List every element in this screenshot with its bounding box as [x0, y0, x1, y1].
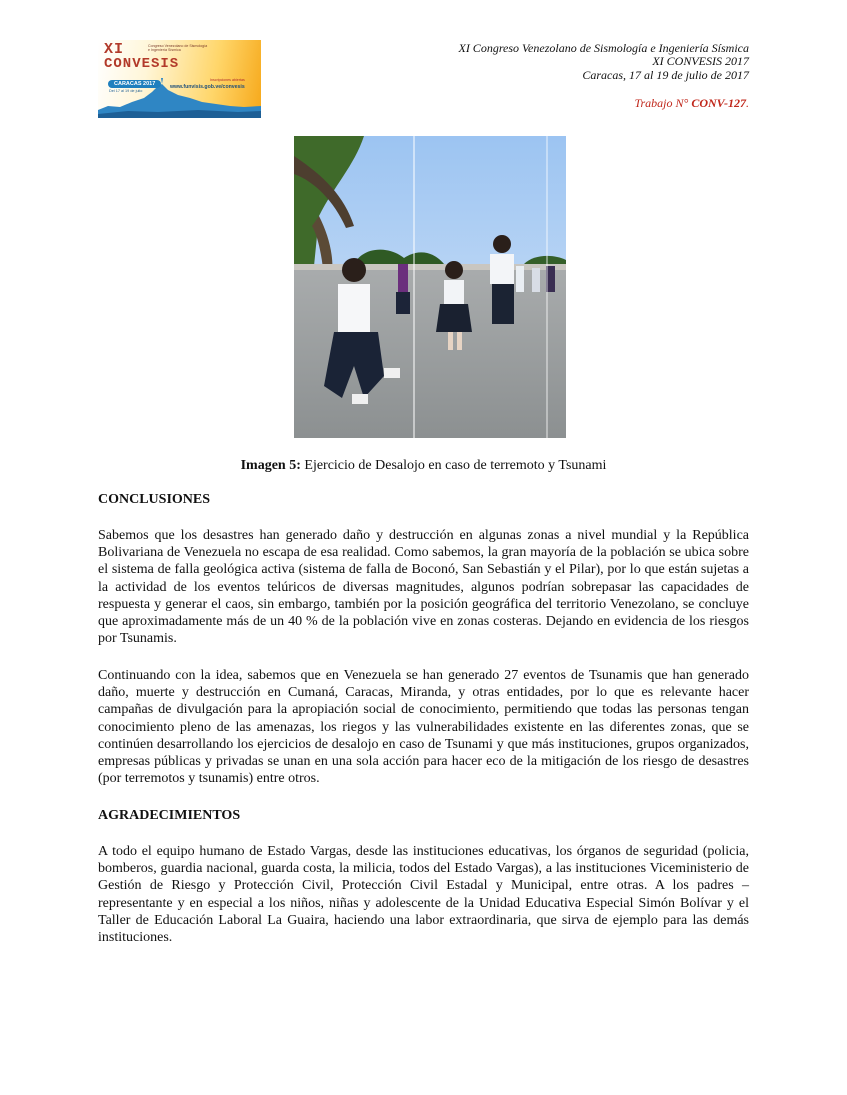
logo-url: www.funvisis.gob.ve/convesis	[170, 84, 245, 90]
conclusions-paragraph-2: Continuando con la idea, sabemos que en Venezuela se han generado 27 eventos de Tsunamis que han generado daño, muerte y destrucción en Cumaná, Caracas, Miranda, y otras entidades, por lo que es relevante hacer campañas de divulgación para la apropiación social de conocimiento, permitiendo que todas las personas tengan conocimiento pleno de las amenazas, los riegos y las vulnerabilidades existente en las diferentes zonas, que se continúen desarrollando los ejercicios de desalojo en caso de Tsunami y que más instituciones, grupos organizados, empresas públicas y privadas se unan en una sola acción para hacer eco de la mitigación de los riesgo de desastres (por terremotos y tsunamis) entre otros.	[98, 668, 749, 787]
figure-caption-text: Ejercicio de Desalojo en caso de terremoto y Tsunami	[300, 458, 607, 473]
convesis-logo	[98, 40, 261, 118]
work-number	[634, 96, 749, 111]
logo-subtitle: Congreso Venezolano de Sismología e Ingeniería Sísmica	[148, 44, 208, 53]
logo-dates: Del 17 al 19 de julio	[109, 89, 143, 93]
acknowledgements-heading: AGRADECIMIENTOS	[98, 808, 241, 823]
logo-name: CONVESIS	[104, 56, 180, 72]
evacuation-drill-photo	[294, 136, 566, 438]
logo-roman-numeral: XI	[104, 41, 125, 58]
header-congress-name: XI Congreso Venezolano de Sismología e Ingeniería Sísmica	[458, 41, 749, 55]
work-number-code: CONV-127	[691, 96, 746, 110]
header-location-dates: Caracas, 17 al 19 de julio de 2017	[582, 68, 749, 82]
figure-caption	[98, 458, 749, 474]
acknowledgements-paragraph: A todo el equipo humano de Estado Vargas, desde las instituciones educativas, los órganos de seguridad (policia, bomberos, guardia nacional, guarda costa, la milicia, todos del Estado Vargas), a las instituciones Viceministerio de Gestión de Riesgo y Protección Civil, Protección Civil Estadal y Municipal, entre otras. A los padres – representante y en especial a los niños, niñas y adolescente de la Unidad Educativa Especial Simón Bolívar y el Taller de Educación Laboral La Guaira, haciendo una labor extraordinaria, que sirva de ejemplo para las demás instituciones.	[98, 844, 749, 946]
figure-caption-label: Imagen 5:	[240, 458, 301, 473]
work-number-suffix: .	[746, 96, 749, 110]
conclusions-heading: CONCLUSIONES	[98, 492, 211, 507]
conclusions-paragraph-1: Sabemos que los desastres han generado daño y destrucción en algunas zonas a nivel mundial y la República Bolivariana de Venezuela no escapa de esa realidad. Como sabemos, la gran mayoría de la población se ubica sobre el sistema de falla geológica activa (sistema de falla de Boconó, San Sebastián y el Pilar), por lo que están sujetas a la actividad de los eventos telúricos de diversas magnitudes, algunos podrían sobrepasar las capacidades de respuesta y generar el caos, sin embargo, también por la posición geográfica del territorio Venezolano, se concluye que aproximadamente más de un 40 % de la población vive en zonas costeras. Dejando en evidencia de los riesgos por Tsunamis.	[98, 528, 749, 647]
header-event-short: XI CONVESIS 2017	[652, 54, 749, 68]
logo-inscriptions: Inscripciones abiertas	[210, 78, 245, 82]
work-number-prefix: Trabajo N°	[634, 96, 692, 110]
logo-city-badge: CARACAS 2017	[108, 80, 161, 88]
